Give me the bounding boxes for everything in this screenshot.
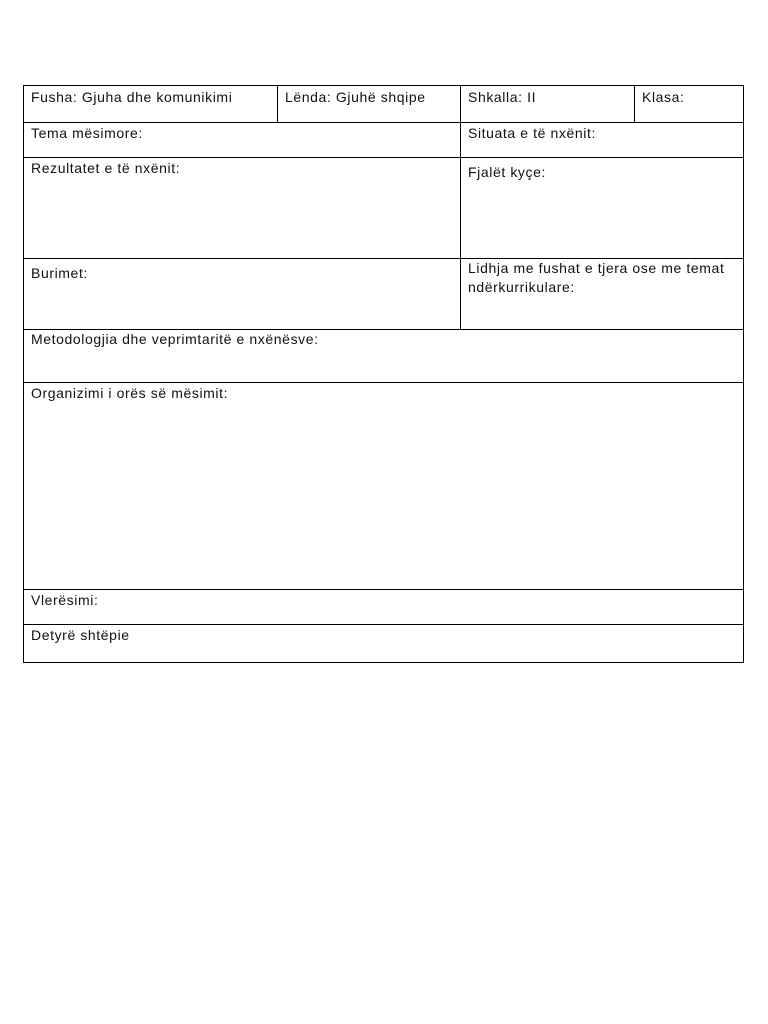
field-metodologjia: Metodologjia dhe veprimtaritë e nxënësve: (31, 331, 319, 347)
field-rezultatet: Rezultatet e të nxënit: (31, 160, 181, 176)
field-shkalla: Shkalla: II (468, 89, 537, 105)
field-klasa: Klasa: (642, 89, 685, 105)
table-border-bottom (23, 662, 744, 663)
field-organizimi: Organizimi i orës së mësimit: (31, 385, 229, 401)
table-border-right (743, 85, 744, 663)
field-lidhja: Lidhja me fushat e tjera ose me temat ndërkurrikulare: (468, 260, 729, 295)
field-lenda: Lënda: Gjuhë shqipe (285, 89, 426, 105)
field-fjalet-kyce: Fjalët kyçe: (468, 164, 546, 180)
field-tema-mesimore: Tema mësimore: (31, 125, 143, 141)
field-situata: Situata e të nxënit: (468, 125, 596, 141)
field-detyre-shtepie: Detyrë shtëpie (31, 627, 130, 643)
field-fusha: Fusha: Gjuha dhe komunikimi (31, 89, 233, 105)
field-vleresimi: Vlerësimi: (31, 592, 99, 608)
field-burimet: Burimet: (31, 265, 88, 281)
